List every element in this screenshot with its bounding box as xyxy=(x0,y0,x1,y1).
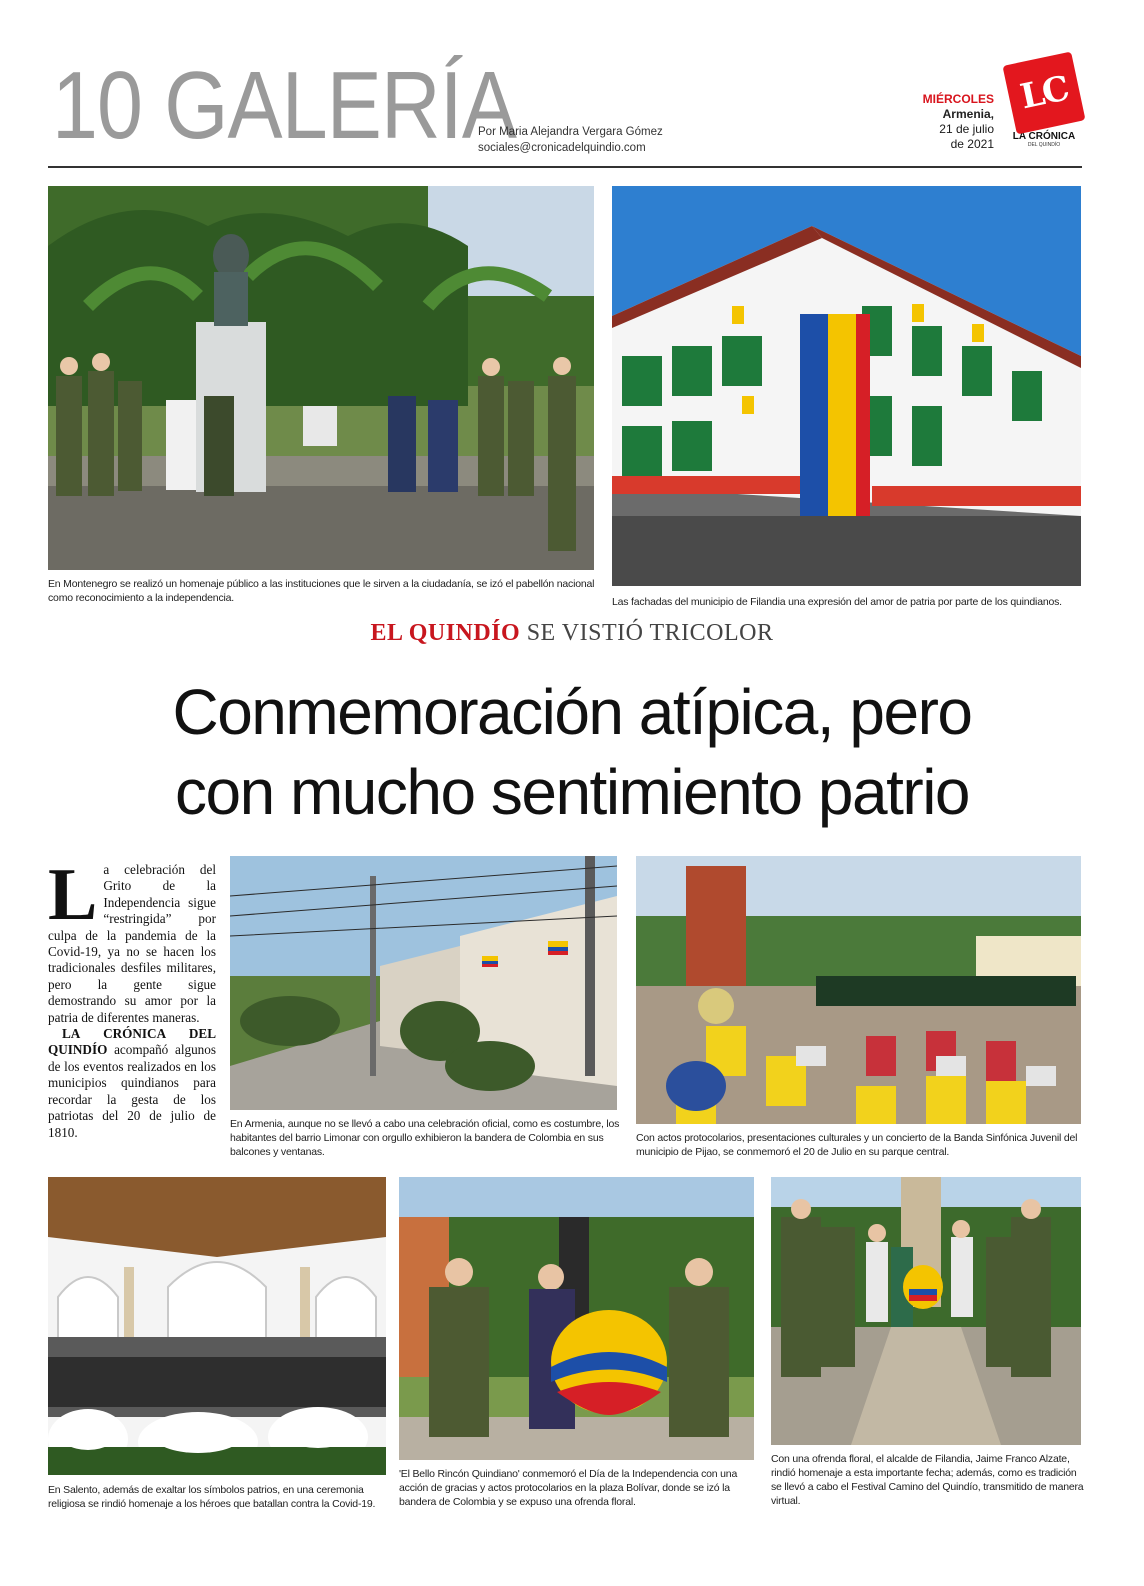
caption-filandia-alcalde: Con una ofrenda floral, el alcalde de Filandia, Jaime Franco Alzate, rindió homenaje a esta importante fecha; además, como es tradición se llevó a cabo el Festival Camino del Quindío, transmitido de manera virtual. xyxy=(771,1453,1084,1507)
date-block xyxy=(923,92,994,152)
byline xyxy=(478,124,663,156)
date-line-1: 21 de julio xyxy=(939,122,994,136)
kicker-rest: SE VISTIÓ TRICOLOR xyxy=(520,620,774,646)
photo-filandia-facades xyxy=(612,186,1081,586)
caption-bello-rincon: 'El Bello Rincón Quindiano' conmemoró el Día de la Independencia con una acción de gracias y actos protocolarios en la plaza Bolívar, donde se izó la bandera de Colombia y se expuso una ofrenda floral. xyxy=(399,1468,738,1508)
header-divider xyxy=(48,166,1082,168)
headline-line-2: con mucho sentimiento patrio xyxy=(175,756,969,828)
paragraph-1-text: a celebración del Grito de la Independencia sigue “restringida” por culpa de la pandemia de la Covid-19, ya no se hacen los tradicionales desfiles militares, pero la gente sigue demostrando su amor por la patria de diferentes maneras. xyxy=(48,862,216,1025)
kicker xyxy=(0,620,1144,647)
logo-sub: DEL QUINDÍO xyxy=(1027,142,1061,148)
paragraph-2-strong: LA CRÓNICA DEL QUINDÍO xyxy=(48,1026,216,1058)
day-of-week: MIÉRCOLES xyxy=(922,92,994,106)
headline-line-1: Conmemoración atípica, pero xyxy=(172,676,972,748)
photo-bello-rincon xyxy=(399,1177,754,1460)
headline xyxy=(60,672,1084,832)
caption-pijao: Con actos protocolarios, presentaciones culturales y un concierto de la Banda Sinfónica Juvenil del municipio de Pijao, se conmemoró el 20 de Julio en su parque central. xyxy=(636,1132,1078,1158)
photo-pijao xyxy=(636,856,1081,1124)
caption-filandia-facades: Las fachadas del municipio de Filandia una expresión del amor de patria por parte de los quindianos. xyxy=(612,596,1062,608)
kicker-highlight: EL QUINDÍO xyxy=(370,620,521,646)
page-title: 10 GALERÍA xyxy=(52,52,517,159)
paragraph-2-text: acompañó algunos de los eventos realizados en los municipios quindianos para recordar la gesta de los patriotas del 20 de julio de 1810. xyxy=(48,1042,216,1140)
photo-montenegro xyxy=(48,186,594,570)
logo-name: LA CRÓNICA xyxy=(1012,131,1076,142)
photo-filandia-alcalde xyxy=(771,1177,1081,1445)
logo-mark: LC xyxy=(1002,51,1085,134)
byline-email[interactable]: sociales@cronicadelquindio.com xyxy=(478,142,646,154)
paragraph-2 xyxy=(48,1026,216,1141)
byline-author: Por Maria Alejandra Vergara Gómez xyxy=(478,126,663,138)
caption-salento: En Salento, además de exaltar los símbolos patrios, en una ceremonia religiosa se rindió homenaje a los héroes que batallan contra la Covid-19. xyxy=(48,1484,376,1510)
caption-armenia: En Armenia, aunque no se llevó a cabo una celebración oficial, como es costumbre, los habitantes del barrio Limonar con orgullo exhibieron la bandera de Colombia en sus balcones y ventanas. xyxy=(230,1118,620,1158)
date-line-2: de 2021 xyxy=(950,137,994,151)
newspaper-logo xyxy=(1003,58,1085,148)
caption-montenegro: En Montenegro se realizó un homenaje público a las instituciones que le sirven a la ciudadanía, se izó el pabellón nacional como reconocimiento a la independencia. xyxy=(48,578,595,604)
city: Armenia, xyxy=(942,107,994,121)
photo-armenia xyxy=(230,856,617,1110)
paragraph-1 xyxy=(48,854,216,1026)
photo-salento xyxy=(48,1177,386,1475)
dropcap: L xyxy=(48,854,98,936)
article-body xyxy=(48,854,216,1141)
